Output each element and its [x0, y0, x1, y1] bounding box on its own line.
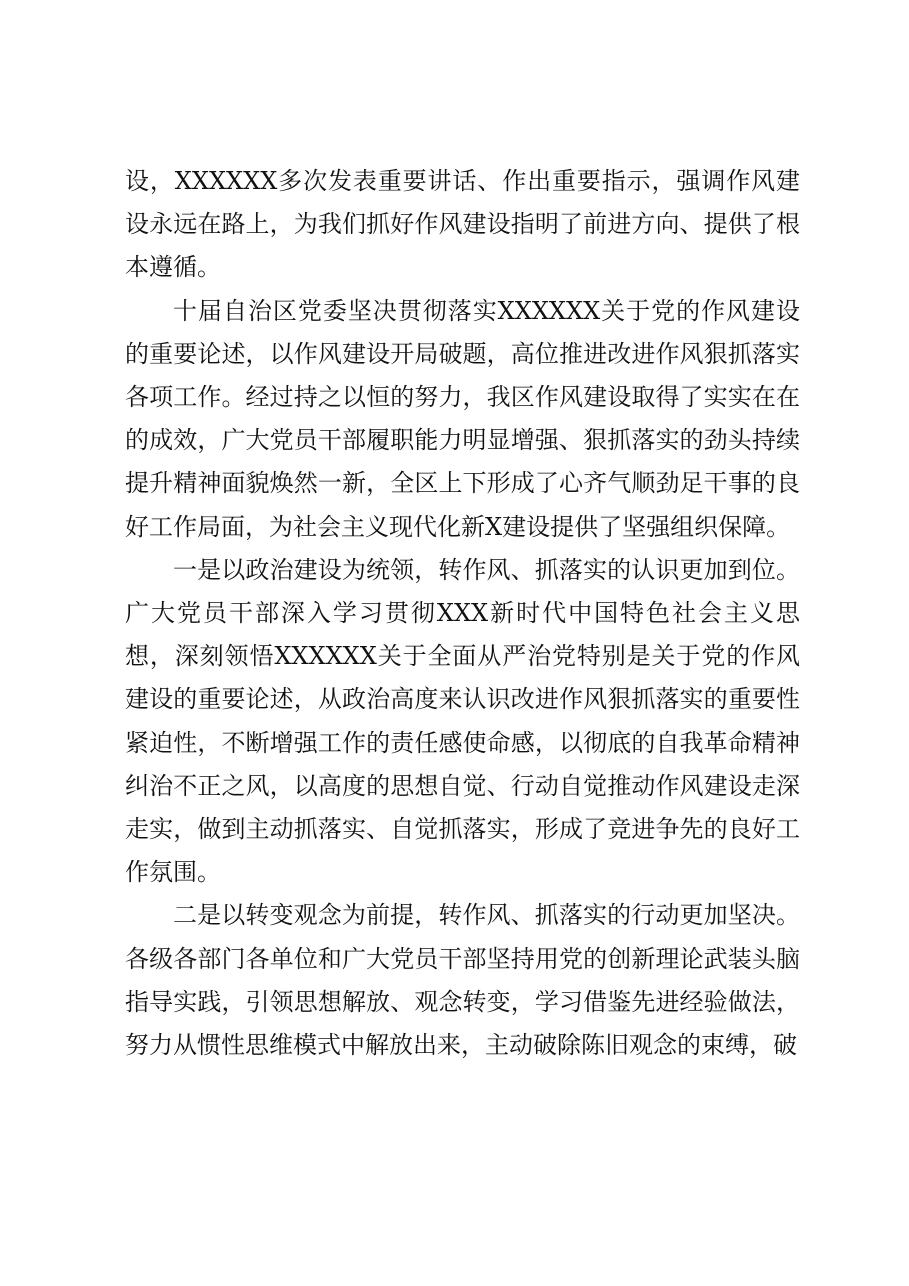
paragraph-4: 二是以转变观念为前提，转作风、抓落实的行动更加坚决。各级各部门各单位和广大党员干部坚持用党的创新理论武装头脑指导实践，引领思想解放、观念转变，学习借鉴先进经验做法，努力从惯性思维模式中解放出来，主动破除陈旧观念的束缚，破 — [125, 901, 800, 1060]
paragraph-2: 十届自治区党委坚决贯彻落实XXXXXX关于党的作风建设的重要论述，以作风建设开局破题，高位推进改进作风狠抓落实各项工作。经过持之以恒的努力，我区作风建设取得了实实在在的成效，广大党员干部履职能力明显增强、狠抓落实的劲头持续提升精神面貌焕然一新，全区上下形成了心齐气顺劲足干事的良好工作局面，为社会主义现代化新X建设提供了坚强组织保障。 — [125, 296, 800, 541]
document-body — [125, 160, 800, 1067]
paragraph-3: 一是以政治建设为统领，转作风、抓落实的认识更加到位。广大党员干部深入学习贯彻XXX新时代中国特色社会主义思想，深刻领悟XXXXXX关于全面从严治党特别是关于党的作风建设的重要论述，从政治高度来认识改进作风狠抓落实的重要性紧迫性，不断增强工作的责任感使命感，以彻底的自我革命精神纠治不正之风，以高度的思想自觉、行动自觉推动作风建设走深走实，做到主动抓落实、自觉抓落实，形成了竞进争先的良好工作氛围。 — [125, 555, 800, 887]
paragraph-1: 设，XXXXXX多次发表重要讲话、作出重要指示，强调作风建设永远在路上，为我们抓好作风建设指明了前进方向、提供了根本遵循。 — [125, 167, 800, 282]
